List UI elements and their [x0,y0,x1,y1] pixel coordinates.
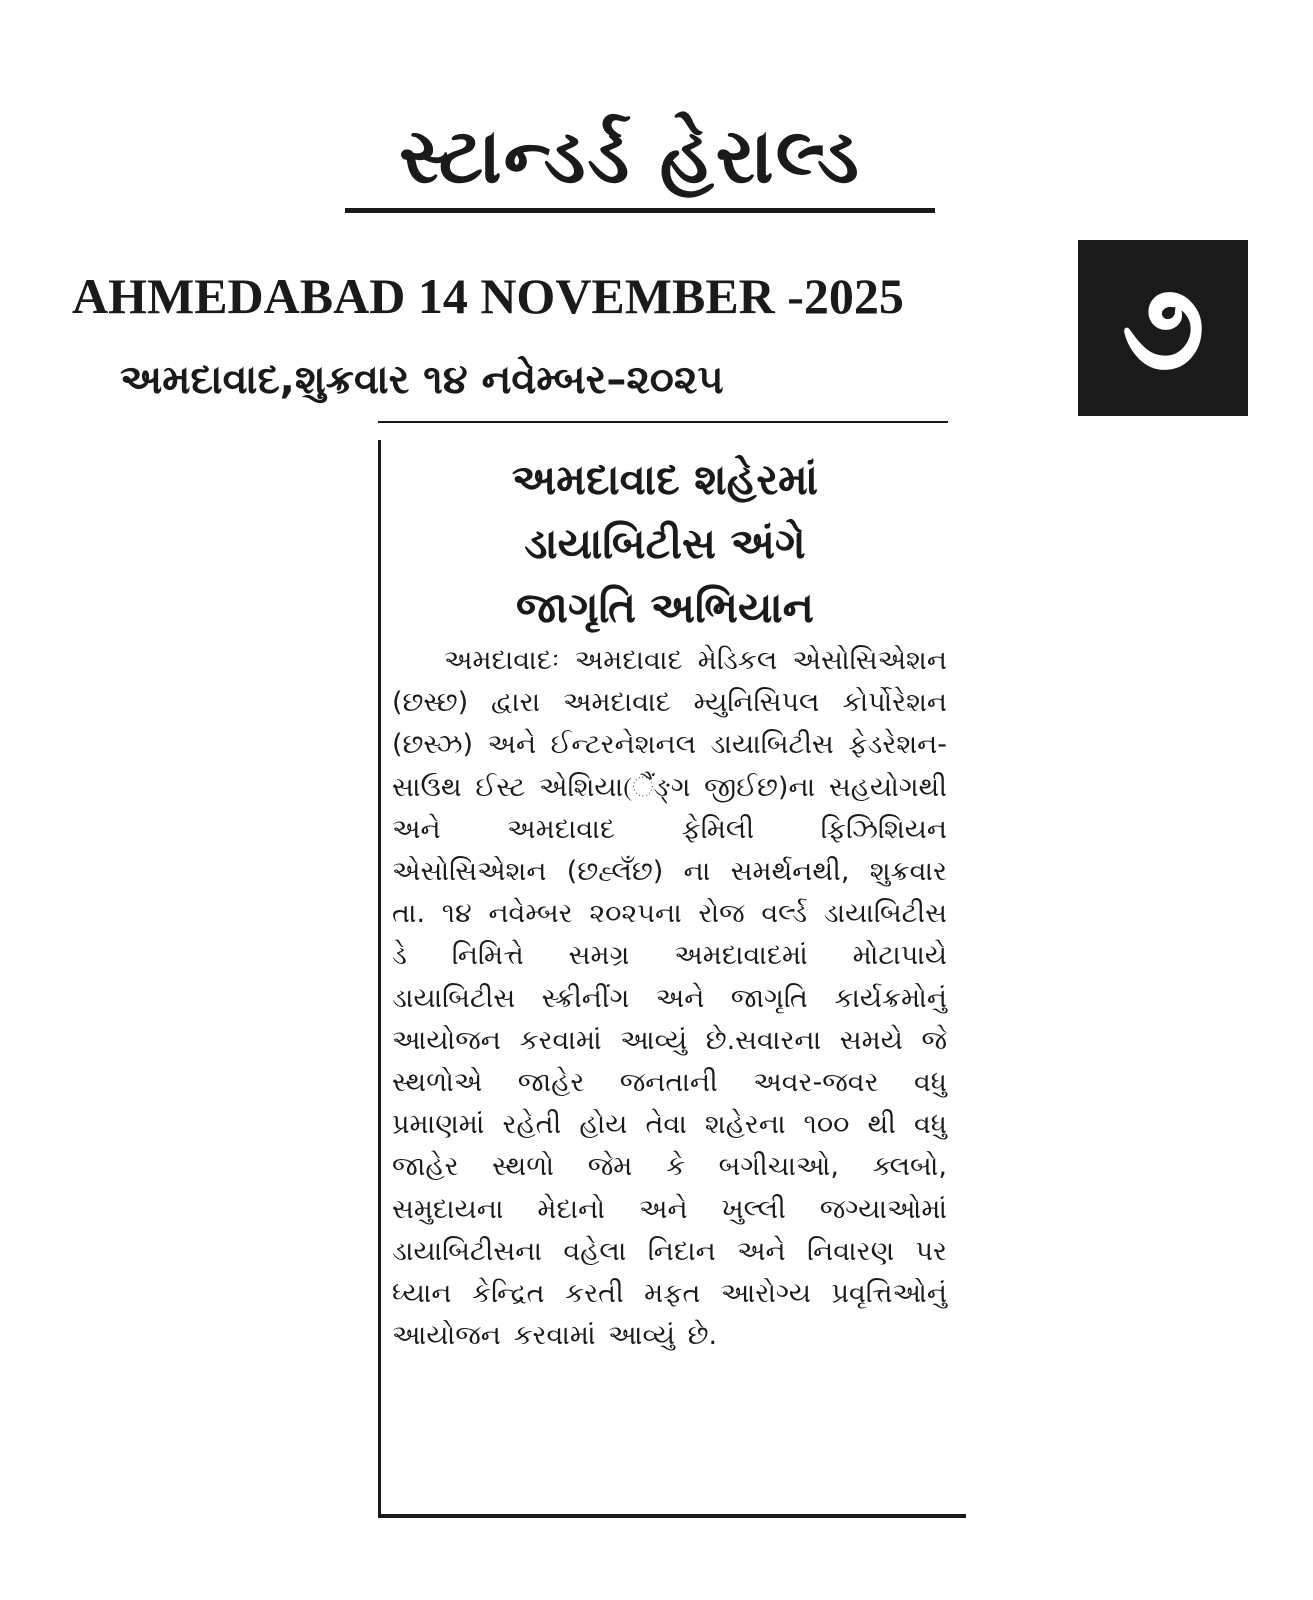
dateline-english: AHMEDABAD 14 NOVEMBER -2025 [72,268,904,324]
headline-line-2: ડાયાબિટીસ અંગે [524,519,806,568]
page-number: ૭ [1121,258,1205,397]
article-headline [390,448,940,640]
masthead-underline [345,208,935,213]
dateline-rule [378,421,948,423]
article-body: અમદાવાદઃ અમદાવાદ મેડિકલ એસોસિએશન (છસ્છ) દ્વારા અમદાવાદ મ્યુનિસિપલ કોર્પોરેશન (છસ્ઝ) અને ઈન્ટરનેશનલ ડાયાબિટીસ ફેડરેશન-સાઉથ ઈસ્ટ એશિયા(ૈંઙ્ગ જીઈછ)ના સહયોગથી અને અમદાવાદ ફેમિલી ફિઝિશિયન એસોસિએશન (છહ્લઁછ) ના સમર્થનથી, શુક્રવાર તા. ૧૪ નવેમ્બર ૨૦૨૫ના રોજ વર્લ્ડ ડાયાબિટીસ ડે નિમિત્તે સમગ્ર અમદાવાદમાં મોટાપાયે ડાયાબિટીસ સ્ક્રીનીંગ અને જાગૃતિ કાર્યક્રમોનું આયોજન કરવામાં આવ્યું છે.સવારના સમયે જે સ્થળોએ જાહેર જનતાની અવર-જવર વધુ પ્રમાણમાં રહેતી હોય તેવા શહેરના ૧૦૦ થી વધુ જાહેર સ્થળો જેમ કે બગીચાઓ, ક્લબો, સમુદાયના મેદાનો અને ખુલ્લી જગ્યાઓમાં ડાયાબિટીસના વહેલા નિદાન અને નિવારણ પર ધ્યાન કેન્દ્રિત કરતી મફત આરોગ્ય પ્રવૃત્તિઓનું આયોજન કરવામાં આવ્યું છે. [392,645,947,1352]
headline-line-3: જાગૃતિ અભિયાન [516,583,814,632]
headline-line-1: અમદાવાદ શહેરમાં [511,455,819,504]
page-number-badge [1078,240,1248,416]
dateline-gujarati: અમદાવાદ,શુક્રવાર ૧૪ નવેમ્બર–૨૦૨૫ [120,357,724,403]
newspaper-masthead: સ્ટાન્ડર્ડ હેરાલ્ડ [399,111,861,200]
